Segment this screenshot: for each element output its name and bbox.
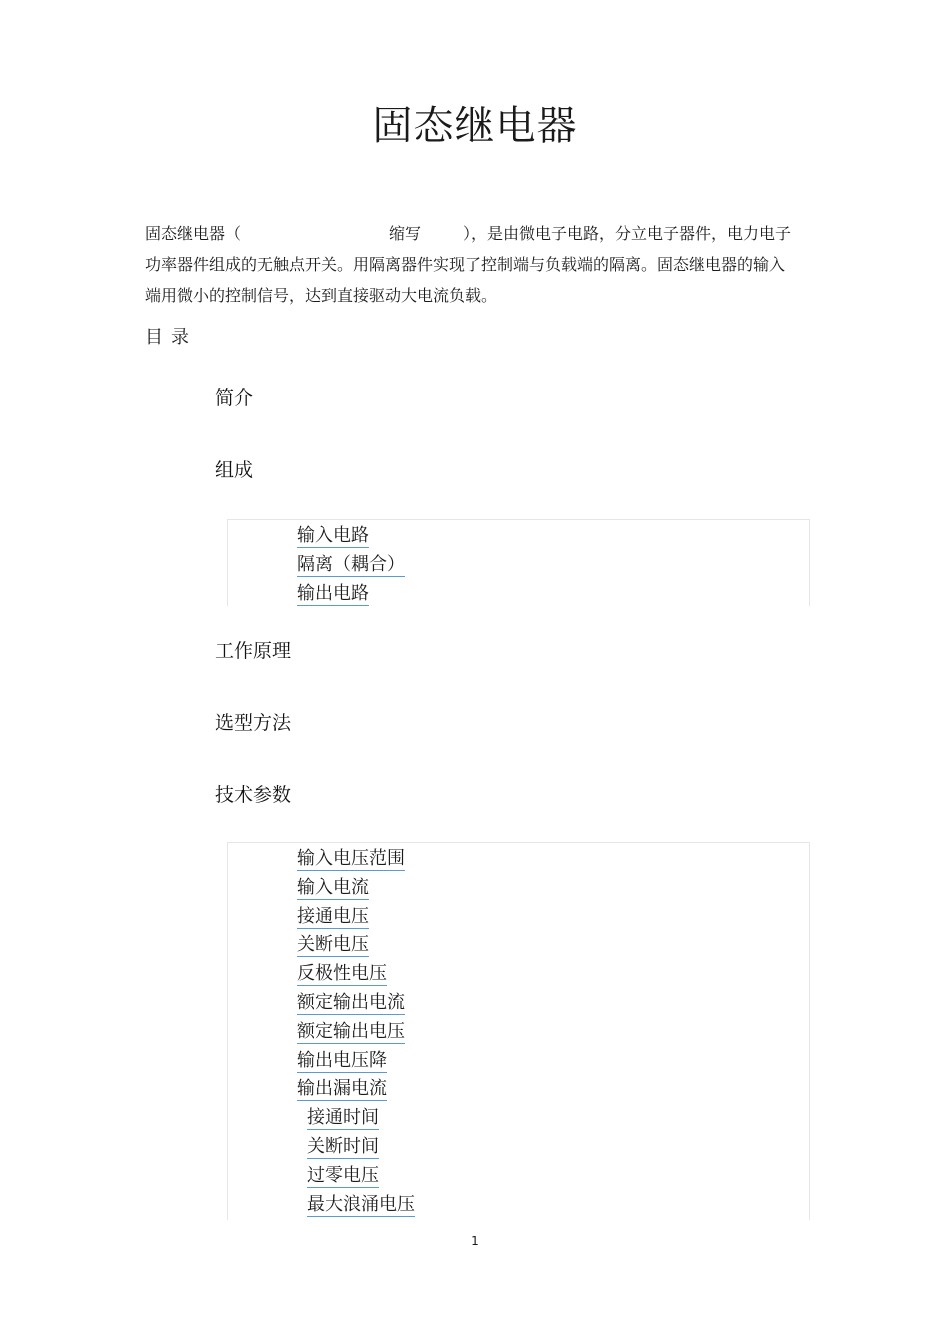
toc-link-rated-output-voltage[interactable]: 额定输出电压 xyxy=(297,1020,405,1042)
intro-paragraph xyxy=(145,218,807,311)
intro-line-3: 端用微小的控制信号，达到直接驱动大电流负载。 xyxy=(145,286,498,305)
list-item xyxy=(228,903,809,932)
intro-line-1-end: ），是由微电子电路，分立电子器件，电力电子 xyxy=(463,224,792,243)
parameter-links-box xyxy=(227,842,810,1220)
list-item xyxy=(228,931,809,960)
intro-abbr-label: 缩写 xyxy=(389,224,422,243)
list-item xyxy=(228,1162,809,1191)
toc-link-turn-off-time[interactable]: 关断时间 xyxy=(307,1135,379,1157)
toc-link-output-leakage-current[interactable]: 输出漏电流 xyxy=(297,1078,387,1100)
list-item xyxy=(228,1018,809,1047)
toc-link-output-circuit[interactable]: 输出电路 xyxy=(297,582,369,604)
list-item xyxy=(228,1191,809,1220)
list-item xyxy=(228,874,809,903)
toc-section-composition[interactable]: 组成 xyxy=(215,459,254,481)
list-item xyxy=(228,1104,809,1133)
toc-heading: 目录 xyxy=(145,327,197,348)
list-item xyxy=(228,1075,809,1104)
toc-link-input-current[interactable]: 输入电流 xyxy=(297,876,369,898)
intro-line-1 xyxy=(145,218,807,249)
toc-section-selection[interactable]: 选型方法 xyxy=(215,712,292,734)
toc-link-reverse-polarity-voltage[interactable]: 反极性电压 xyxy=(297,963,387,985)
toc-link-turn-off-voltage[interactable]: 关断电压 xyxy=(297,934,369,956)
list-item xyxy=(228,845,809,874)
toc-section-parameters[interactable]: 技术参数 xyxy=(215,784,292,806)
intro-line-2: 功率器件组成的无触点开关。用隔离器件实现了控制端与负载端的隔离。固态继电器的输入 xyxy=(145,255,786,274)
toc-link-turn-on-voltage[interactable]: 接通电压 xyxy=(297,905,369,927)
composition-links-box xyxy=(227,519,810,606)
list-item xyxy=(228,1133,809,1162)
toc-link-input-circuit[interactable]: 输入电路 xyxy=(297,525,369,546)
toc-section-intro[interactable]: 简介 xyxy=(215,387,254,409)
intro-line-1-start: 固态继电器（ xyxy=(145,224,242,243)
list-item xyxy=(228,551,809,580)
toc-section-principle[interactable]: 工作原理 xyxy=(215,640,292,662)
toc-link-rated-output-current[interactable]: 额定输出电流 xyxy=(297,991,405,1013)
toc-link-isolation[interactable]: 隔离（耦合） xyxy=(297,553,405,575)
toc-link-max-surge-voltage[interactable]: 最大浪涌电压 xyxy=(307,1193,415,1215)
toc-link-turn-on-time[interactable]: 接通时间 xyxy=(307,1107,379,1129)
toc-link-output-voltage-drop[interactable]: 输出电压降 xyxy=(297,1049,387,1071)
toc-link-zero-crossing-voltage[interactable]: 过零电压 xyxy=(307,1164,379,1186)
list-item xyxy=(228,989,809,1018)
document-title: 固态继电器 xyxy=(372,103,578,149)
list-item xyxy=(228,960,809,989)
toc-link-input-voltage-range[interactable]: 输入电压范围 xyxy=(297,848,405,869)
page-number: 1 xyxy=(471,1234,479,1248)
list-item xyxy=(228,580,809,609)
list-item xyxy=(228,522,809,551)
list-item xyxy=(228,1047,809,1076)
